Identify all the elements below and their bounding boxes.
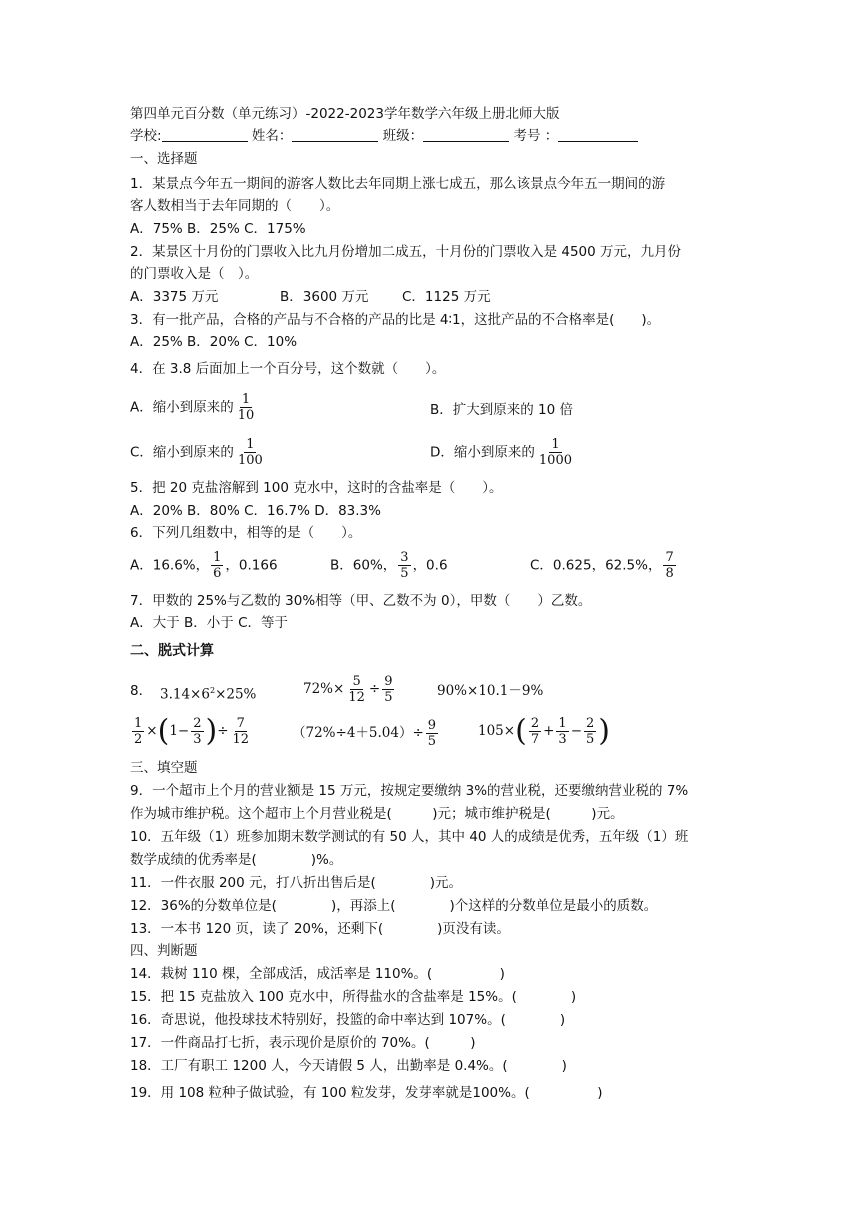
q1-line2: 客人数相当于去年同期的（ ）。 (130, 198, 340, 214)
q4-option-c: C．缩小到原来的 $\frac{1}{100}$ (130, 437, 263, 468)
q4-option-d: D．缩小到原来的 $\frac{1}{1000}$ (430, 437, 572, 468)
name-label: 姓名： (251, 128, 293, 144)
q4-option-a: A．缩小到原来的 $\frac{1}{10}$ (130, 392, 255, 423)
q16-line1: 16．奇思说，他投球技术特别好，投篮的命中率达到 107%。( ) (130, 1012, 566, 1028)
q2-option-c: C．1125 万元 (402, 289, 491, 305)
q1-options: A．75% B．25% C．175% (130, 221, 306, 237)
q6-line1: 6．下列几组数中，相等的是（ ）。 (130, 525, 362, 541)
q8-expr-3: 90%×10.1－9% (437, 683, 544, 699)
q5-options: A．20% B．80% C．16.7% D．83.3% (130, 503, 381, 519)
q1-line1: 1．某景点今年五一期间的游客人数比去年同期上涨七成五，那么该景点今年五一期间的游 (130, 176, 666, 192)
q6-b-fraction: $\frac{3}{5}$ (400, 550, 409, 581)
q15-line1: 15．把 15 克盐放入 100 克水中，所得盐水的含盐率是 15%。( ) (130, 989, 577, 1005)
q12-line1: 12．36%的分数单位是( )，再添上( )个这样的分数单位是最小的质数。 (130, 898, 658, 914)
q9-line2: 作为城市维护税。这个超市上个月营业税是( )元；城市维护税是( )元。 (130, 806, 624, 822)
school-label: 学校: (130, 128, 162, 144)
q8-expr-4: $\frac{1}{2}$ ×(1− $\frac{2}{3}$ )÷ $\frac{7}{12}$ (134, 713, 250, 749)
class-label: 班级： (382, 128, 424, 144)
q4-c-fraction: $\frac{1}{100}$ (237, 437, 263, 468)
q7-options: A．大于 B．小于 C．等于 (130, 615, 289, 631)
q19-line1: 19．用 108 粒种子做试验，有 100 粒发芽，发芽率就是100%。( ) (130, 1085, 603, 1101)
q5-line1: 5．把 20 克盐溶解到 100 克水中，这时的含盐率是（ ）。 (130, 480, 503, 496)
q8-expr-1: $3.14\times 6^2\times 25\%$ (160, 686, 257, 703)
q6-option-a: A．16.6%， $\frac{1}{6}$ ，0.166 (130, 550, 278, 581)
q4-a-fraction: $\frac{1}{10}$ (237, 392, 255, 423)
q10-line2: 数学成绩的优秀率是( )%。 (130, 852, 343, 868)
q6-c-fraction: $\frac{7}{8}$ (665, 550, 674, 581)
class-blank[interactable] (423, 127, 509, 142)
section-2-heading: 二、脱式计算 (130, 643, 214, 659)
section-3-heading: 三、填空题 (130, 760, 198, 776)
student-info-line (130, 127, 638, 145)
school-blank[interactable] (162, 127, 248, 142)
exam-label: 考号 ： (513, 128, 559, 144)
q6-a-fraction: $\frac{1}{6}$ (213, 550, 222, 581)
q3-line1: 3．有一批产品，合格的产品与不合格的产品的比是 4∶1，这批产品的不合格率是( )。 (130, 312, 661, 328)
q6-option-c: C．0.625，62.5%， $\frac{7}{8}$ (530, 550, 674, 581)
q3-options: A．25% B．20% C．10% (130, 334, 298, 350)
q2-line2: 的门票收入是（ ）。 (130, 266, 259, 282)
q18-line1: 18．工厂有职工 1200 人，今天请假 5 人，出勤率是 0.4%。( ) (130, 1058, 567, 1074)
exam-blank[interactable] (558, 127, 638, 142)
q8-expr-5: （72%÷4＋5.04）÷ $\frac{9}{5}$ (292, 718, 437, 749)
q6-option-b: B．60%， $\frac{3}{5}$ ，0.6 (330, 550, 448, 581)
q8-expr-6: 105×( $\frac{2}{7}$ + $\frac{1}{3}$ − $\frac{2}{5}$ ) (478, 713, 610, 749)
section-4-heading: 四、判断题 (130, 943, 198, 959)
q2-option-b: B．3600 万元 (280, 289, 369, 305)
name-blank[interactable] (292, 127, 378, 142)
q2-line1: 2．某景区十月份的门票收入比九月份增加二成五，十月份的门票收入是 4500 万元，九月份 (130, 244, 682, 260)
section-1-heading: 一、选择题 (130, 151, 198, 167)
q4-line1: 4．在 3.8 后面加上一个百分号，这个数就（ ）。 (130, 361, 446, 377)
q8-number: 8． (130, 683, 153, 699)
q4-option-b: B．扩大到原来的 10 倍 (430, 402, 574, 418)
q14-line1: 14．栽树 110 棵，全部成活，成活率是 110%。( ) (130, 966, 505, 982)
q2-option-a: A．3375 万元 (130, 289, 219, 305)
q7-line1: 7．甲数的 25%与乙数的 30%相等（甲、乙数不为 0），甲数（ ）乙数。 (130, 593, 592, 609)
q8-expr-2: 72%× $\frac{5}{12}$ ÷ $\frac{9}{5}$ (303, 674, 393, 705)
q17-line1: 17．一件商品打七折，表示现价是原价的 70%。( ) (130, 1035, 476, 1051)
worksheet-title: 第四单元百分数（单元练习）-2022-2023学年数学六年级上册北师大版 (130, 106, 560, 122)
q4-d-fraction: $\frac{1}{1000}$ (538, 437, 572, 468)
q11-line1: 11．一件衣服 200 元，打八折出售后是( )元。 (130, 875, 463, 891)
q13-line1: 13．一本书 120 页，读了 20%，还剩下( )页没有读。 (130, 921, 510, 937)
q10-line1: 10．五年级（1）班参加期末数学测试的有 50 人，其中 40 人的成绩是优秀，五年级（1）班 (130, 829, 689, 845)
q9-line1: 9．一个超市上个月的营业额是 15 万元，按规定要缴纳 3%的营业税，还要缴纳营业税的 7% (130, 783, 689, 799)
